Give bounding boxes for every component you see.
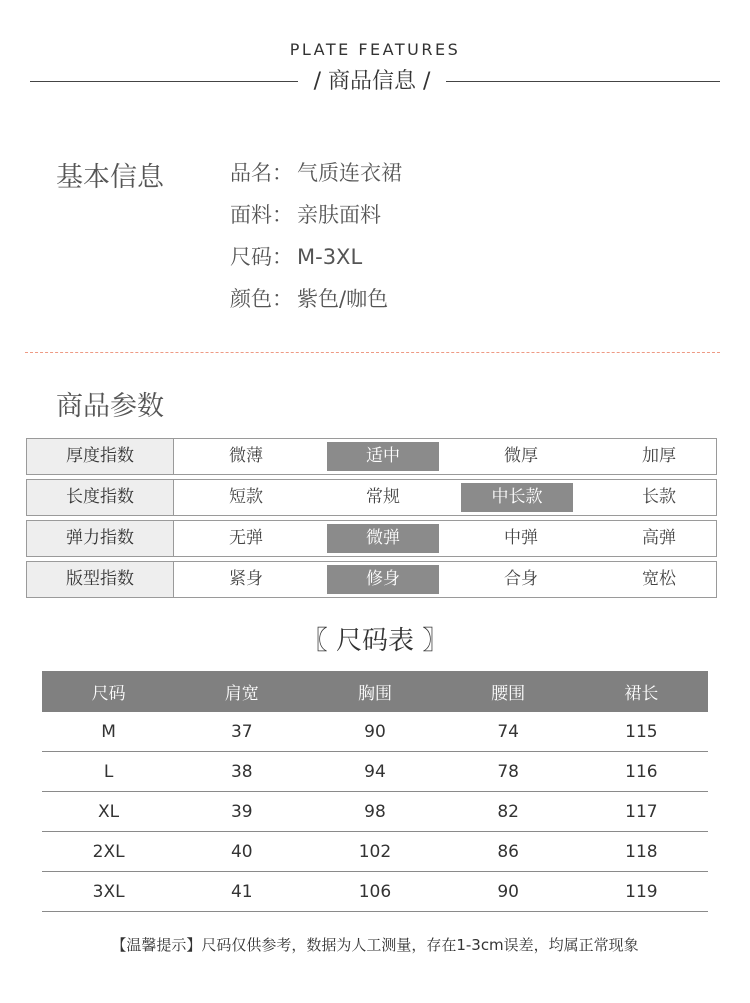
plate-features-heading: PLATE FEATURES — [289, 40, 461, 59]
table-cell: 102 — [308, 832, 441, 872]
table-cell: 116 — [575, 752, 708, 792]
table-row — [42, 832, 708, 872]
title-rule-right — [446, 81, 720, 82]
param-option: 长款 — [642, 487, 676, 507]
table-row — [42, 712, 708, 752]
param-option: 微薄 — [229, 446, 263, 466]
info-value: M-3XL — [297, 245, 363, 269]
table-cell: 117 — [575, 792, 708, 832]
table-cell: 40 — [175, 832, 308, 872]
info-row-name — [230, 155, 402, 197]
param-option-selected: 中长款 — [461, 483, 573, 512]
product-info-title: / 商品信息 / — [313, 69, 431, 94]
dashed-divider — [25, 352, 720, 353]
param-row-length — [26, 479, 717, 516]
table-cell: 115 — [575, 712, 708, 752]
table-cell: M — [42, 712, 175, 752]
basic-info-list — [230, 155, 402, 323]
table-cell: 39 — [175, 792, 308, 832]
table-row — [42, 752, 708, 792]
basic-info-heading: 基本信息 — [56, 162, 164, 193]
param-option: 高弹 — [642, 528, 676, 548]
table-cell: 2XL — [42, 832, 175, 872]
column-header: 肩宽 — [175, 671, 308, 712]
table-cell: 86 — [442, 832, 575, 872]
param-option: 微厚 — [504, 446, 538, 466]
table-cell: 94 — [308, 752, 441, 792]
table-cell: 3XL — [42, 872, 175, 912]
param-option: 无弹 — [229, 528, 263, 548]
info-row-color — [230, 281, 402, 323]
size-chart-header-row — [42, 671, 708, 712]
param-option-selected: 微弹 — [327, 524, 439, 553]
title-rule-left — [30, 81, 298, 82]
info-key: 颜色： — [230, 287, 293, 311]
table-cell: 118 — [575, 832, 708, 872]
param-option: 常规 — [366, 487, 400, 507]
info-key: 面料： — [230, 203, 293, 227]
info-value: 气质连衣裙 — [297, 161, 402, 185]
info-value: 紫色/咖色 — [297, 287, 389, 311]
table-row — [42, 872, 708, 912]
param-label: 版型指数 — [27, 562, 174, 597]
section-title-row — [30, 66, 720, 98]
param-label: 弹力指数 — [27, 521, 174, 556]
table-cell: 106 — [308, 872, 441, 912]
column-header: 胸围 — [308, 671, 441, 712]
table-cell: 37 — [175, 712, 308, 752]
table-row — [42, 792, 708, 832]
table-cell: 41 — [175, 872, 308, 912]
info-key: 尺码： — [230, 245, 293, 269]
param-label: 长度指数 — [27, 480, 174, 515]
product-params-heading: 商品参数 — [56, 391, 164, 422]
param-row-elasticity — [26, 520, 717, 557]
param-option: 紧身 — [229, 569, 263, 589]
table-cell: 119 — [575, 872, 708, 912]
param-row-fit — [26, 561, 717, 598]
info-key: 品名： — [230, 161, 293, 185]
table-cell: 38 — [175, 752, 308, 792]
param-option-selected: 适中 — [327, 442, 439, 471]
info-value: 亲肤面料 — [297, 203, 381, 227]
column-header: 腰围 — [442, 671, 575, 712]
param-option: 宽松 — [642, 569, 676, 589]
table-cell: 90 — [442, 872, 575, 912]
table-cell: 98 — [308, 792, 441, 832]
info-row-fabric — [230, 197, 402, 239]
column-header: 裙长 — [575, 671, 708, 712]
info-row-size — [230, 239, 402, 281]
param-option-selected: 修身 — [327, 565, 439, 594]
table-cell: 78 — [442, 752, 575, 792]
table-cell: L — [42, 752, 175, 792]
table-cell: 74 — [442, 712, 575, 752]
param-label: 厚度指数 — [27, 439, 174, 474]
column-header: 尺码 — [42, 671, 175, 712]
size-tip-note: 【温馨提示】尺码仅供参考，数据为人工测量，存在1-3cm误差，均属正常现象 — [111, 936, 639, 954]
size-chart-title: 〖 尺码表 〗 — [301, 626, 449, 656]
table-cell: 90 — [308, 712, 441, 752]
param-option: 加厚 — [642, 446, 676, 466]
size-chart-table — [42, 671, 708, 912]
table-cell: 82 — [442, 792, 575, 832]
param-option: 短款 — [229, 487, 263, 507]
table-cell: XL — [42, 792, 175, 832]
param-option: 中弹 — [504, 528, 538, 548]
param-row-thickness — [26, 438, 717, 475]
param-option: 合身 — [504, 569, 538, 589]
